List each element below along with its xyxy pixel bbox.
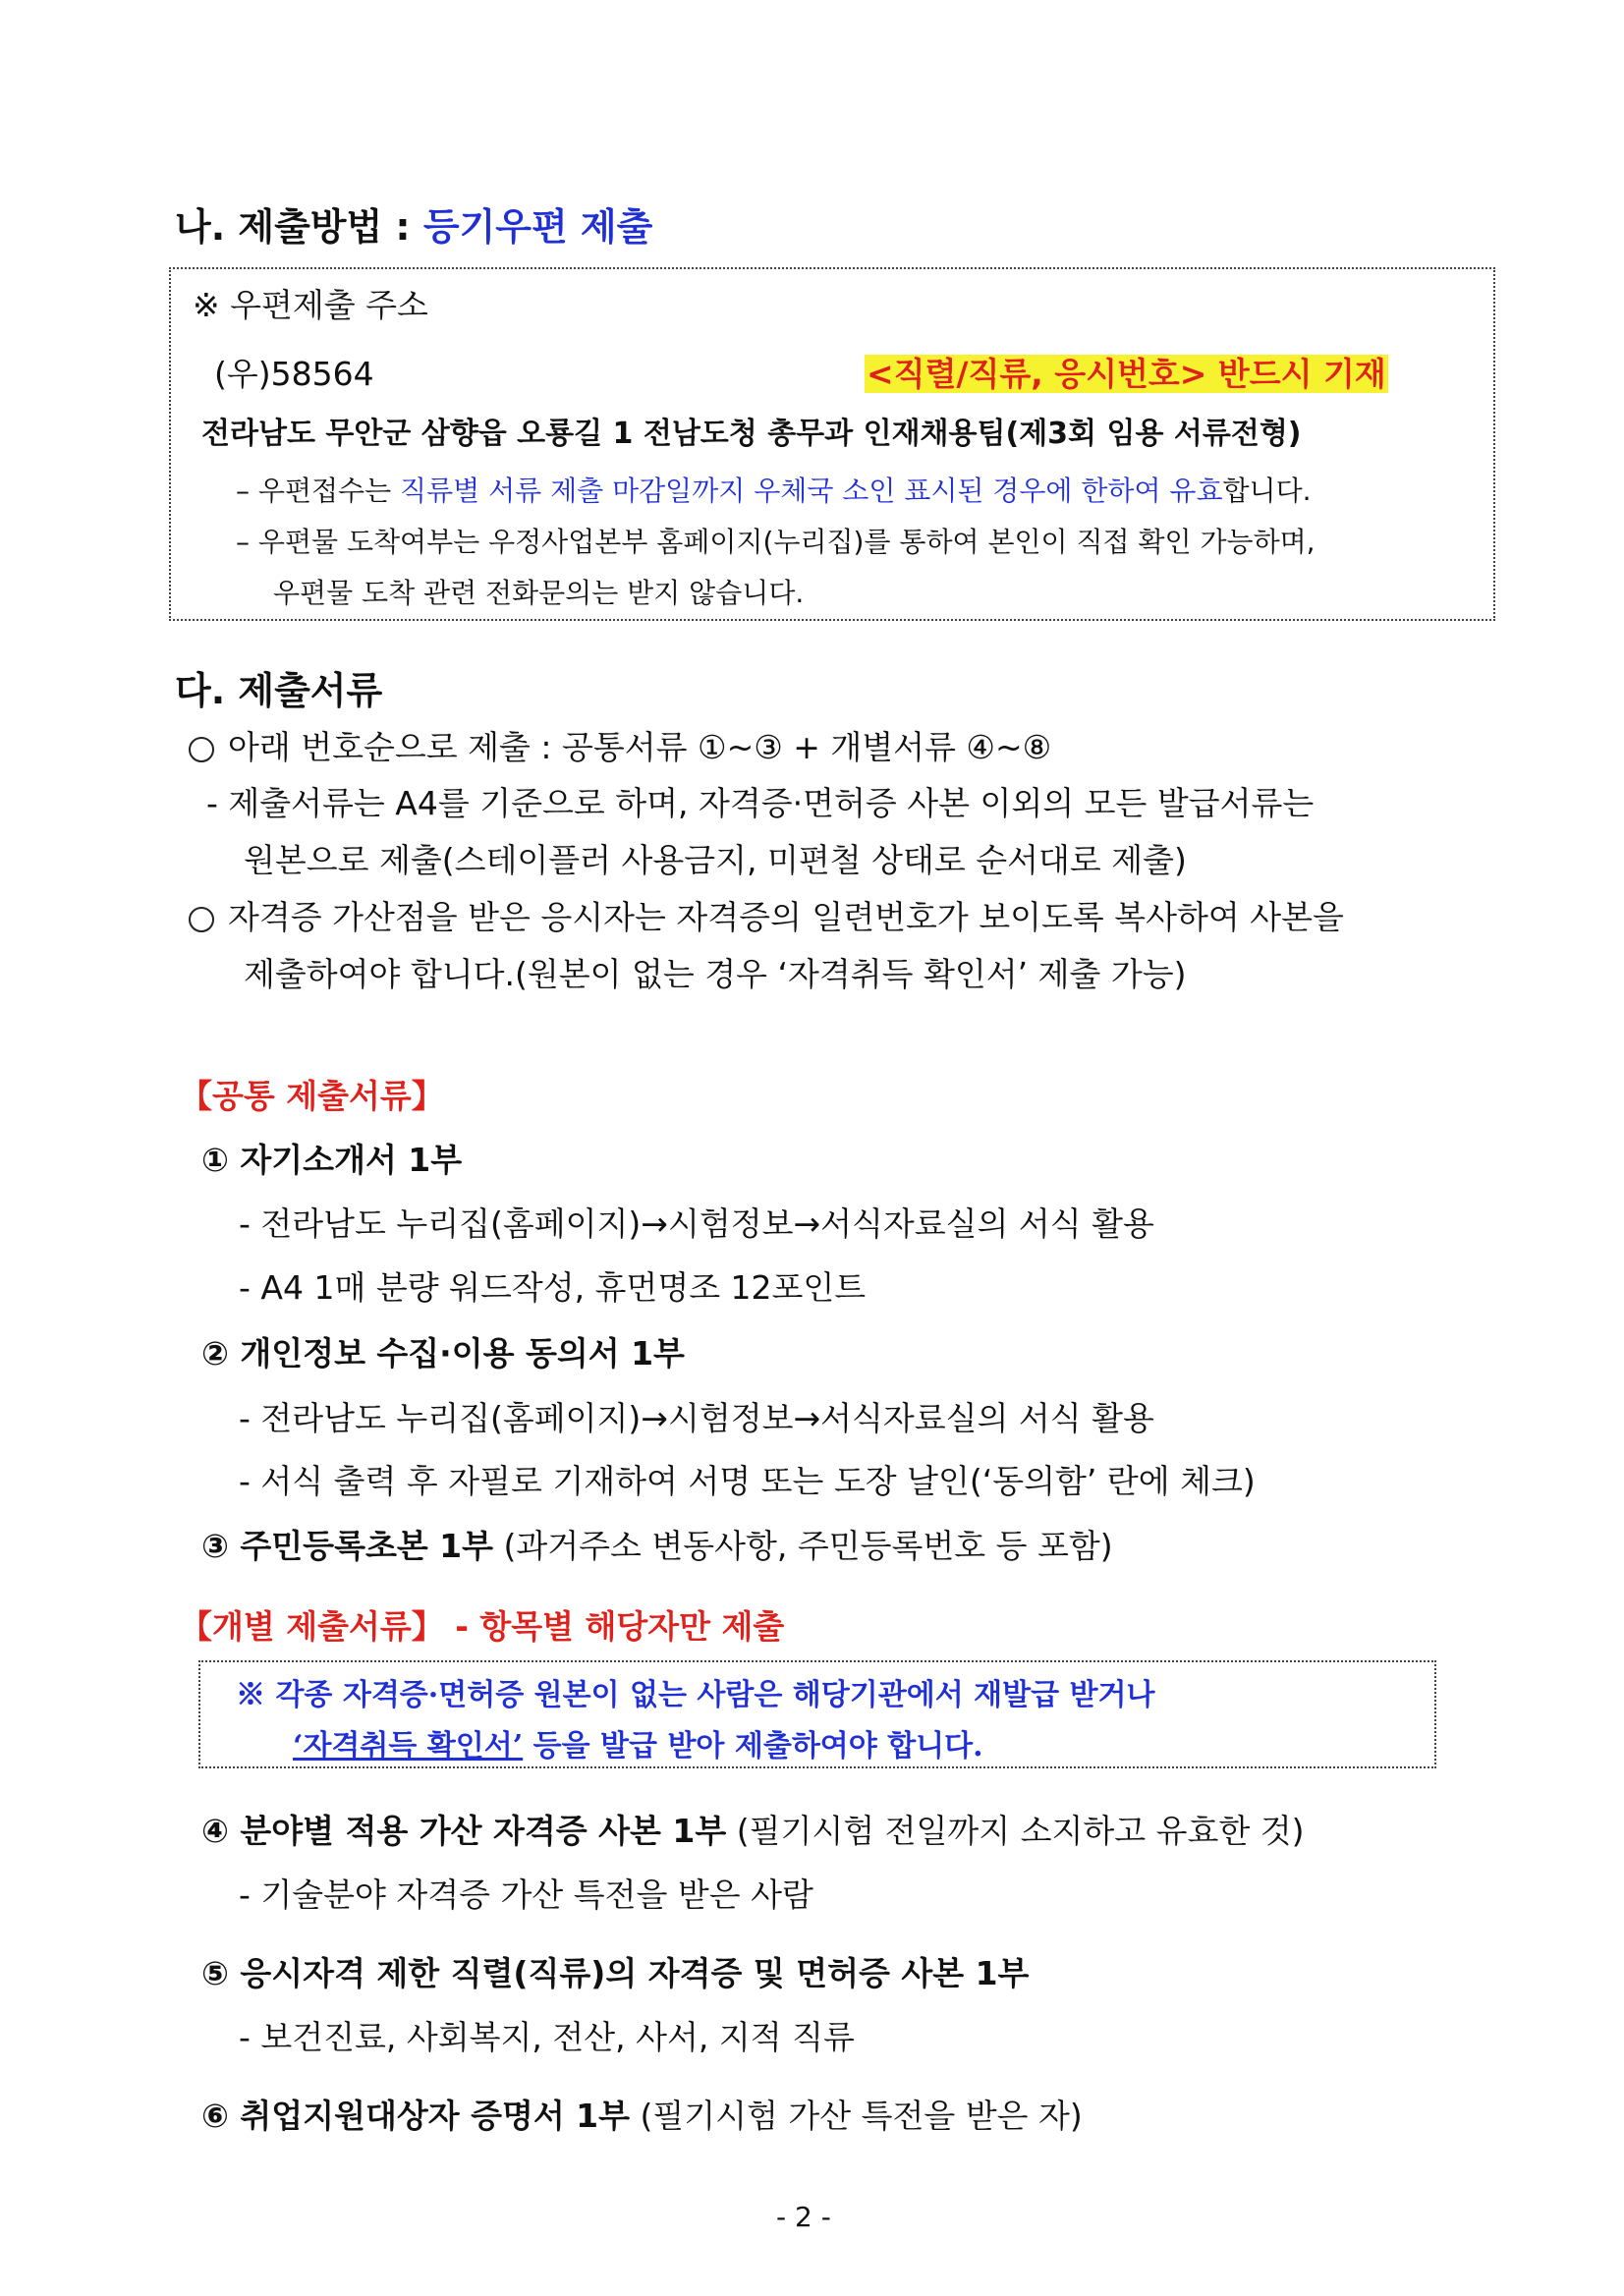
mail-note-1 bbox=[236, 470, 1312, 509]
common-item-1-sub-1: - 전라남도 누리집(홈페이지)→시험정보→서식자료실의 서식 활용 bbox=[239, 1204, 1154, 1243]
section-da-title: 다. 제출서류 bbox=[175, 669, 383, 712]
required-notice-highlight bbox=[865, 349, 1388, 395]
da-dash-1-line1: - 제출서류는 A4를 기준으로 하며, 자격증·면허증 사본 이외의 모든 발급서류는 bbox=[206, 784, 1315, 822]
common-item-1-sub-2: - A4 1매 분량 워드작성, 휴먼명조 12포인트 bbox=[239, 1268, 867, 1307]
da-bullet-1 bbox=[189, 722, 1051, 768]
mail-note-2-line1: – 우편물 도착여부는 우정사업본부 홈페이지(누리집)를 통하여 본인이 직접 확인 가능하며, bbox=[236, 526, 1316, 558]
da-bullet-2 bbox=[189, 892, 1344, 938]
section-na-title bbox=[175, 196, 652, 251]
individual-item-5-sub: - 보건진료, 사회복지, 전산, 사서, 지적 직류 bbox=[239, 2018, 855, 2056]
individual-docs-header: 【개별 제출서류】 - 항목별 해당자만 제출 bbox=[180, 1607, 785, 1646]
page-number: - 2 - bbox=[776, 2201, 831, 2233]
individual-item-6 bbox=[201, 2091, 1083, 2137]
da-bullet-1-text: 아래 번호순으로 제출 : 공통서류 ①~③ + 개별서류 ④~⑧ bbox=[228, 728, 1052, 766]
common-item-2-title: ② 개인정보 수집·이용 동의서 1부 bbox=[201, 1334, 685, 1372]
mail-box-heading: ※ 우편제출 주소 bbox=[193, 286, 428, 324]
postal-code: (우)58564 bbox=[214, 355, 374, 393]
da-dash-1-line2: 원본으로 제출(스테이플러 사용금지, 미편철 상태로 순서대로 제출) bbox=[244, 841, 1187, 879]
mail-address: 전라남도 무안군 삼향읍 오룡길 1 전남도청 총무과 인재채용팀(제3회 임용 서류전형) bbox=[201, 417, 1302, 451]
mail-note-2-line2: 우편물 도착 관련 전화문의는 받지 않습니다. bbox=[273, 577, 805, 609]
section-na-title-prefix: 나. 제출방법 : bbox=[175, 205, 423, 249]
individual-item-6-note: (필기시험 가산 특전을 받은 자) bbox=[630, 2097, 1083, 2135]
individual-item-5-title: ⑤ 응시자격 제한 직렬(직류)의 자격증 및 면허증 사본 1부 bbox=[201, 1954, 1030, 1992]
highlight-text: <직렬/직류, 응시번호> 반드시 기재 bbox=[867, 355, 1386, 393]
individual-item-4-sub: - 기술분야 자격증 가산 특전을 받은 사람 bbox=[239, 1876, 813, 1914]
da-bullet-2-line2: 제출하여야 합니다.(원본이 없는 경우 ‘자격취득 확인서’ 제출 가능) bbox=[244, 955, 1187, 993]
note1-blue: 직류별 서류 제출 마감일까지 우체국 소인 표시된 경우에 한하여 유효 bbox=[400, 475, 1223, 507]
common-item-3 bbox=[201, 1521, 1113, 1567]
note1-prefix: – 우편접수는 bbox=[236, 475, 401, 507]
note1-suffix: 합니다. bbox=[1222, 475, 1312, 507]
common-item-3-title: ③ 주민등록초본 1부 bbox=[201, 1527, 494, 1565]
individual-item-4-note: (필기시험 전일까지 소지하고 유효한 것) bbox=[726, 1812, 1305, 1850]
reissue-notice-underlined: ‘자격취득 확인서’ bbox=[293, 1729, 524, 1764]
reissue-notice-line2 bbox=[293, 1721, 983, 1764]
reissue-notice-rest: 등을 발급 받아 제출하여야 합니다. bbox=[523, 1729, 983, 1764]
individual-item-4-title: ④ 분야별 적용 가산 자격증 사본 1부 bbox=[201, 1812, 727, 1850]
individual-item-6-title: ⑥ 취업지원대상자 증명서 1부 bbox=[201, 2097, 631, 2135]
bullet-circle-icon bbox=[189, 737, 214, 762]
common-item-2-sub-1: - 전라남도 누리집(홈페이지)→시험정보→서식자료실의 서식 활용 bbox=[239, 1399, 1154, 1437]
da-bullet-2-line1: 자격증 가산점을 받은 응시자는 자격증의 일련번호가 보이도록 복사하여 사본을 bbox=[228, 898, 1344, 936]
section-na-method: 등기우편 제출 bbox=[422, 205, 653, 249]
individual-item-4 bbox=[201, 1806, 1305, 1852]
reissue-notice-line1: ※ 각종 자격증·면허증 원본이 없는 사람은 해당기관에서 재발급 받거나 bbox=[236, 1678, 1155, 1712]
bullet-circle-icon bbox=[189, 907, 214, 932]
common-item-2-sub-2: - 서식 출력 후 자필로 기재하여 서명 또는 도장 날인(‘동의함’ 란에 체크) bbox=[239, 1462, 1256, 1500]
common-docs-header: 【공통 제출서류】 bbox=[180, 1077, 444, 1115]
common-item-3-note: (과거주소 변동사항, 주민등록번호 등 포함) bbox=[493, 1527, 1113, 1565]
common-item-1-title: ① 자기소개서 1부 bbox=[201, 1141, 463, 1179]
